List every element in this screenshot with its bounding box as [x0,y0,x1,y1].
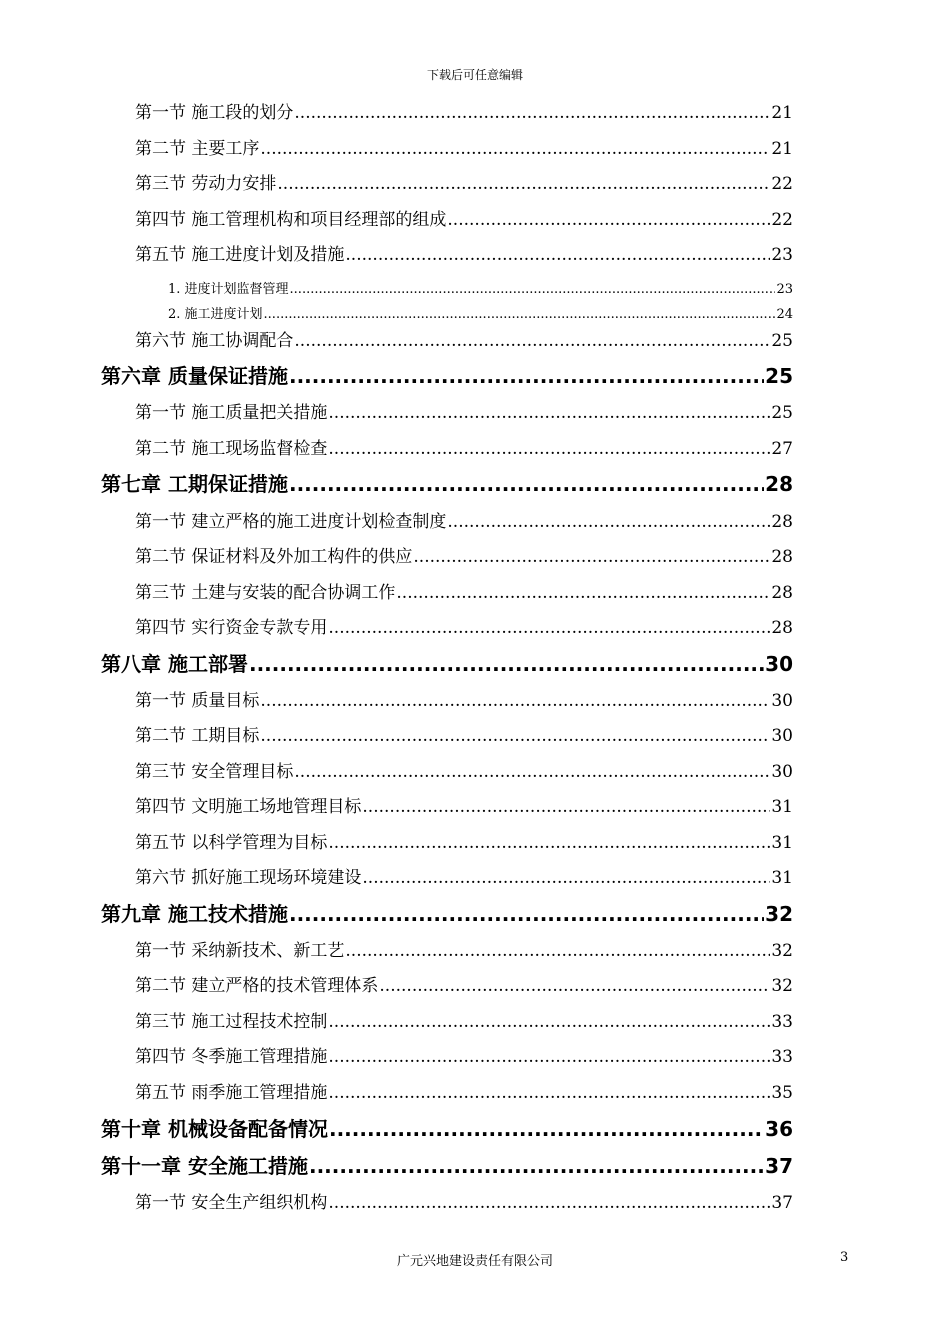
toc-chapter[interactable] [101,360,793,389]
toc-entry[interactable] [135,326,793,351]
toc-entry-title: 第一节 施工段的划分 [135,103,294,123]
toc-entry-title: 第三节 劳动力安排 [135,174,277,194]
dot-leader [345,941,770,961]
toc-chapter[interactable] [101,648,793,677]
toc-entry-title: 第一节 质量目标 [135,691,260,711]
page-footer-company: 广元兴地建设责任有限公司 [396,1254,553,1269]
toc-chapter-page: 25 [765,364,793,388]
dot-leader [328,403,770,423]
toc-entry-page: 30 [771,762,793,782]
dot-leader [260,139,770,159]
toc-entry-page: 28 [771,547,793,567]
toc-entry[interactable] [135,98,793,123]
toc-entry-page: 33 [771,1047,793,1067]
toc-entry[interactable] [135,721,793,746]
page-header: 下载后可任意编辑 [426,68,523,82]
dot-leader [328,1193,770,1213]
toc-chapter-title: 第八章 施工部署 [101,652,248,676]
toc-entry[interactable] [135,936,793,961]
toc-entry[interactable] [135,828,793,853]
toc-entry-title: 第二节 保证材料及外加工构件的供应 [135,547,413,567]
toc-entry-page: 28 [771,512,793,532]
toc-entry[interactable] [135,542,793,567]
toc-entry-page: 31 [771,797,793,817]
toc-entry-page: 30 [771,726,793,746]
toc-entry-title: 第一节 建立严格的施工进度计划检查制度 [135,512,447,532]
toc-chapter-page: 36 [765,1117,793,1141]
toc-entry-title: 1. 进度计划监督管理 [168,282,289,297]
toc-entry-page: 30 [771,691,793,711]
toc-entry-title: 第四节 文明施工场地管理目标 [135,797,362,817]
dot-leader [294,331,770,351]
dot-leader [328,618,770,638]
toc-entry[interactable] [135,507,793,532]
toc-chapter-title: 第七章 工期保证措施 [101,472,288,496]
toc-entry[interactable] [135,1078,793,1103]
toc-entry-title: 第六节 抓好施工现场环境建设 [135,868,362,888]
toc-chapter-page: 32 [765,902,793,926]
toc-entry-page: 23 [776,282,793,297]
dot-leader [309,1154,764,1178]
dot-leader [328,439,770,459]
page-number: 3 [840,1250,849,1265]
toc-entry[interactable] [135,686,793,711]
dot-leader [289,472,764,496]
toc-entry[interactable] [135,578,793,603]
dot-leader [447,512,770,532]
toc-entry-title: 第三节 施工过程技术控制 [135,1012,328,1032]
toc-entry-title: 第三节 土建与安装的配合协调工作 [135,583,396,603]
toc-entry[interactable] [135,613,793,638]
toc-entry[interactable] [135,1188,793,1213]
toc-entry-page: 24 [776,307,793,322]
toc-entry-title: 第五节 雨季施工管理措施 [135,1083,328,1103]
toc-entry-page: 23 [771,245,793,265]
toc-entry[interactable] [135,205,793,230]
toc-entry-page: 31 [771,833,793,853]
toc-entry-page: 25 [771,331,793,351]
toc-entry[interactable] [135,1042,793,1067]
dot-leader [328,833,770,853]
toc-entry-title: 第二节 建立严格的技术管理体系 [135,976,379,996]
toc-entry-title: 2. 施工进度计划 [168,307,263,322]
toc-chapter-page: 37 [765,1154,793,1178]
dot-leader [260,691,770,711]
toc-entry-page: 32 [771,941,793,961]
toc-entry-page: 35 [771,1083,793,1103]
toc-entry-title: 第一节 采纳新技术、新工艺 [135,941,345,961]
toc-chapter-page: 30 [765,652,793,676]
dot-leader [289,364,764,388]
toc-chapter[interactable] [101,468,793,497]
toc-entry-title: 第二节 主要工序 [135,139,260,159]
toc-entry[interactable] [135,434,793,459]
toc-entry[interactable] [135,398,793,423]
toc-entry-title: 第五节 以科学管理为目标 [135,833,328,853]
toc-entry-page: 37 [771,1193,793,1213]
toc-entry[interactable] [135,169,793,194]
toc-entry-title: 第三节 安全管理目标 [135,762,294,782]
toc-entry-page: 22 [771,210,793,230]
dot-leader [328,1083,770,1103]
toc-entry-title: 第四节 实行资金专款专用 [135,618,328,638]
toc-entry[interactable] [135,971,793,996]
toc-chapter[interactable] [101,1113,793,1142]
toc-entry-page: 21 [771,139,793,159]
dot-leader [289,902,764,926]
dot-leader [413,547,770,567]
toc-entry-page: 22 [771,174,793,194]
toc-entry-page: 33 [771,1012,793,1032]
toc-chapter-title: 第六章 质量保证措施 [101,364,288,388]
toc-entry-title: 第二节 施工现场监督检查 [135,439,328,459]
dot-leader [294,762,770,782]
toc-entry-page: 27 [771,439,793,459]
toc-chapter-page: 28 [765,472,793,496]
toc-entry-title: 第二节 工期目标 [135,726,260,746]
dot-leader [290,282,776,297]
toc-chapter-title: 第十章 机械设备配备情况 [101,1117,328,1141]
toc-entry[interactable] [135,863,793,888]
toc-chapter-title: 第九章 施工技术措施 [101,902,288,926]
dot-leader [396,583,770,603]
dot-leader [264,307,776,322]
toc-entry-page: 31 [771,868,793,888]
toc-entry-title: 第六节 施工协调配合 [135,331,294,351]
toc-chapter[interactable] [101,898,793,927]
toc-entry[interactable] [168,278,793,297]
dot-leader [328,1012,770,1032]
dot-leader [260,726,770,746]
toc-entry[interactable] [168,303,793,322]
toc-entry[interactable] [135,240,793,265]
dot-leader [329,1117,764,1141]
toc-entry-title: 第一节 安全生产组织机构 [135,1193,328,1213]
toc-entry[interactable] [135,1007,793,1032]
toc-entry-page: 28 [771,583,793,603]
toc-chapter-title: 第十一章 安全施工措施 [101,1154,308,1178]
toc-entry[interactable] [135,792,793,817]
dot-leader [249,652,764,676]
toc-entry-title: 第四节 施工管理机构和项目经理部的组成 [135,210,447,230]
dot-leader [345,245,770,265]
toc-chapter[interactable] [101,1150,793,1179]
toc-entry[interactable] [135,134,793,159]
toc-entry[interactable] [135,757,793,782]
toc-entry-title: 第四节 冬季施工管理措施 [135,1047,328,1067]
dot-leader [362,797,770,817]
toc-entry-title: 第五节 施工进度计划及措施 [135,245,345,265]
dot-leader [277,174,770,194]
dot-leader [328,1047,770,1067]
toc-entry-page: 25 [771,403,793,423]
dot-leader [362,868,770,888]
toc-entry-page: 21 [771,103,793,123]
dot-leader [294,103,770,123]
toc-entry-page: 28 [771,618,793,638]
dot-leader [447,210,770,230]
dot-leader [379,976,770,996]
toc-entry-title: 第一节 施工质量把关措施 [135,403,328,423]
toc-entry-page: 32 [771,976,793,996]
